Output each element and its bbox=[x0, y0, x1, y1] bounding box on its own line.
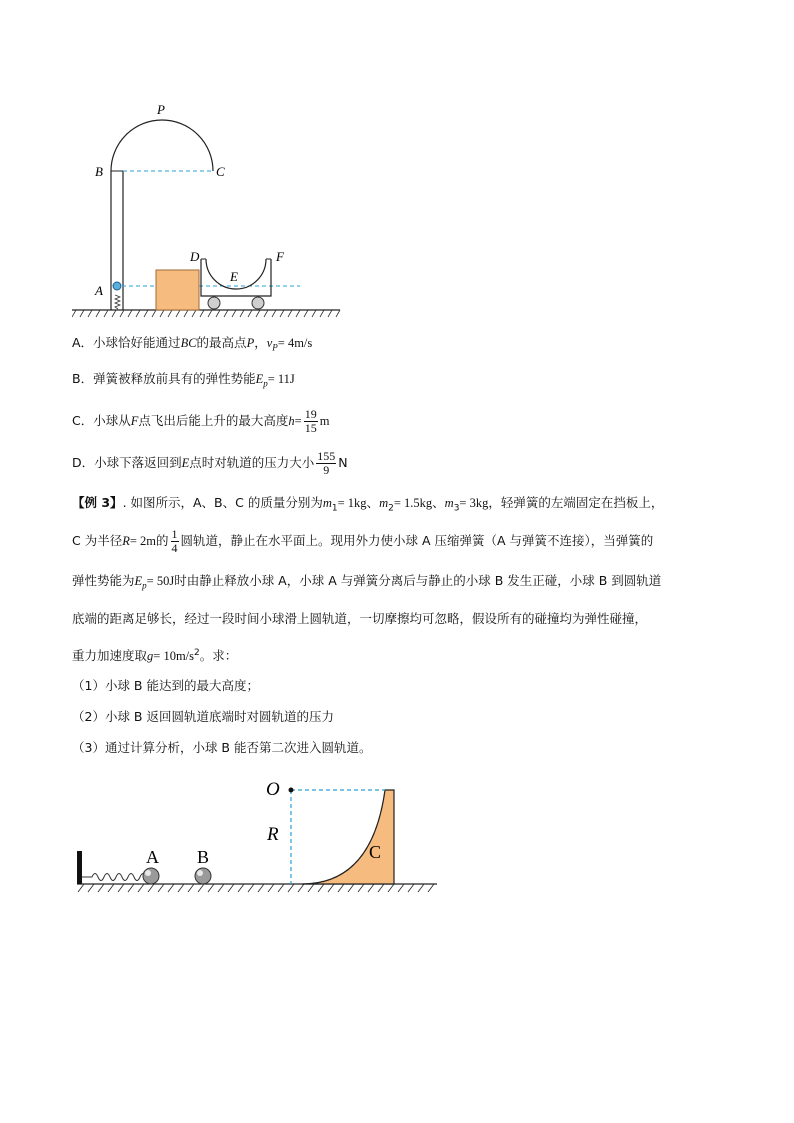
question-1: （1）小球 B 能达到的最大高度； bbox=[72, 678, 259, 693]
fraction-1-4: $\frac{1}{4}$ bbox=[171, 527, 178, 555]
label-C2: C bbox=[369, 842, 382, 862]
label-B: B bbox=[95, 164, 103, 179]
figure-2-spring-track-diagram bbox=[72, 770, 442, 900]
fraction-19-15: $\frac{19}{15}$ bbox=[304, 407, 317, 435]
example3-line5: 重力加速度取$g= 10m/s^2$。求： bbox=[72, 648, 238, 664]
label-P: P bbox=[157, 102, 165, 117]
option-b: B．弹簧被释放前具有的弹性势能$E_p= 11J$ bbox=[72, 371, 295, 389]
label-A: A bbox=[95, 283, 103, 298]
option-c: C．小球从F点飞出后能上升的最大高度h= $\frac{19}{15}$ m bbox=[72, 407, 330, 435]
question-3: （3）通过计算分析，小球 B 能否第二次进入圆轨道。 bbox=[72, 740, 372, 755]
option-d: D．小球下落返回到E点时对轨道的压力大小 $\frac{155}{9}$ N bbox=[72, 449, 348, 477]
label-D: D bbox=[190, 249, 200, 264]
option-a: A．小球恰好能通过BC的最高点P，$v_P= 4m/s$ bbox=[72, 335, 313, 353]
example3-line1: 【例 3】. 如图所示，A、B、C 的质量分别为$m_1= 1kg$、$m_2= 1.5kg$、$m_3= 3kg$，轻弹簧的左端固定在挡板上， bbox=[72, 495, 664, 514]
example3-line2: C 为半径R= 2m的 $\frac{1}{4}$ 圆轨道，静止在水平面上。现用外力使小球 A 压缩弹簧（A 与弹簧不连接），当弹簧的 bbox=[72, 527, 654, 555]
label-E: E bbox=[230, 269, 238, 284]
label-B2: B bbox=[197, 847, 210, 867]
label-C: C bbox=[216, 164, 225, 179]
label-A2: A bbox=[146, 847, 159, 867]
fraction-155-9: $\frac{155}{9}$ bbox=[317, 449, 336, 477]
label-R: R bbox=[267, 824, 279, 845]
example3-line3: 弹性势能为$E_p= 50J$时由静止释放小球 A，小球 A 与弹簧分离后与静止的小球 B 发生正碰，小球 B 到圆轨道 bbox=[72, 573, 662, 591]
figure-1-track-diagram bbox=[72, 95, 352, 325]
label-F: F bbox=[276, 249, 284, 264]
question-2: （2）小球 B 返回圆轨道底端时对圆轨道的压力 bbox=[72, 709, 334, 724]
example3-line4: 底端的距离足够长，经过一段时间小球滑上圆轨道，一切摩擦均可忽略，假设所有的碰撞均为弹性碰撞， bbox=[72, 611, 648, 626]
label-O: O bbox=[266, 779, 280, 800]
